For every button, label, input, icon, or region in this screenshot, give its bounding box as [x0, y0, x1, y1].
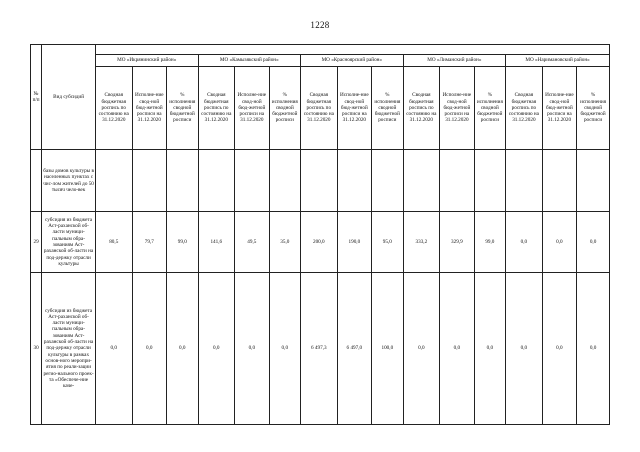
subcol-header: % исполнения сводной бюджетной росписи	[577, 67, 610, 150]
subsidy-name: субсидия из бюджета Аст-раханской об-ласти муници-пальным обра-зованиям Аст-раханской об-ласти на под-держку отрасли культуры в рамках основ-ного меропри-ятия по реали-зации регио-нального проек-та «Обеспече-ние каче-	[42, 273, 96, 425]
row-number: 29	[31, 212, 42, 273]
value-cell: 0,0	[440, 273, 475, 425]
value-cell: 190,0	[337, 212, 372, 273]
subcol-header: Исполне-ние свод-ной бюд-жетной росписи на 31.12.2020	[132, 67, 167, 150]
district-header: МО «Камызякский район»	[198, 55, 301, 67]
subsidy-name: базы домов культуры в населенных пунктах с чис-лом жителей до 50 тысяч чело-век	[42, 150, 96, 212]
value-cell: 0,0	[198, 273, 235, 425]
value-cell: 35,0	[269, 212, 300, 273]
row-number: 30	[31, 273, 42, 425]
value-cell: 6 497,0	[337, 273, 372, 425]
value-cell: 99,0	[167, 212, 198, 273]
subcol-header: % исполнения сводной бюджетной росписи	[167, 67, 198, 150]
subcol-header: % исполнения сводной бюджетной росписи	[372, 67, 403, 150]
value-cell	[440, 150, 475, 212]
subcol-header: Сводная бюджетная роспись по состоянию на 31.12.2020	[198, 67, 235, 150]
value-cell	[95, 150, 132, 212]
header-top-row	[31, 45, 610, 55]
value-cell	[403, 150, 440, 212]
value-cell: 6 497,3	[301, 273, 338, 425]
subsidy-name: субсидия из бюджета Аст-раханской об-ласти муници-пальным обра-зованиям Аст-раханской об-ласти на под-держку отрасли культуры	[42, 212, 96, 273]
header-district-row	[31, 55, 610, 67]
header-spacer	[95, 45, 609, 55]
value-cell: 100,0	[372, 273, 403, 425]
district-header: МО «Красноярский район»	[301, 55, 404, 67]
subcol-header: % исполнения сводной бюджетной росписи	[474, 67, 505, 150]
subcol-header: Сводная бюджетная роспись по состоянию на 31.12.2020	[95, 67, 132, 150]
value-cell: 99,0	[474, 212, 505, 273]
value-cell	[167, 150, 198, 212]
value-cell: 95,0	[372, 212, 403, 273]
value-cell	[577, 150, 610, 212]
value-cell: 0,0	[403, 273, 440, 425]
value-cell: 0,0	[577, 273, 610, 425]
value-cell: 0,0	[235, 273, 270, 425]
header-sub-row	[31, 67, 610, 150]
value-cell: 329,9	[440, 212, 475, 273]
value-cell	[474, 150, 505, 212]
value-cell	[301, 150, 338, 212]
value-cell: 333,2	[403, 212, 440, 273]
value-cell	[235, 150, 270, 212]
header-kind: Вид субсидий	[42, 45, 96, 150]
subcol-header: Сводная бюджетная роспись по состоянию на 31.12.2020	[301, 67, 338, 150]
value-cell: 0,0	[269, 273, 300, 425]
district-header: МО «Икрянинский район»	[95, 55, 198, 67]
district-header: МО «Лиманский район»	[403, 55, 506, 67]
value-cell: 79,7	[132, 212, 167, 273]
subcol-header: Исполне-ние свод-ной бюд-жетной росписи на 31.12.2020	[440, 67, 475, 150]
row-number	[31, 150, 42, 212]
value-cell: 0,0	[577, 212, 610, 273]
value-cell	[337, 150, 372, 212]
value-cell: 0,0	[506, 212, 543, 273]
subcol-header: Исполне-ние свод-ной бюд-жетной росписи на 31.12.2020	[542, 67, 577, 150]
value-cell: 141,6	[198, 212, 235, 273]
header-num: № п/п	[31, 45, 42, 150]
subcol-header: Сводная бюджетная роспись по состоянию на 31.12.2020	[506, 67, 543, 150]
value-cell: 0,0	[474, 273, 505, 425]
table-row	[31, 273, 610, 425]
value-cell	[198, 150, 235, 212]
value-cell: 0,0	[167, 273, 198, 425]
subcol-header: Исполне-ние свод-ной бюд-жетной росписи на 31.12.2020	[235, 67, 270, 150]
value-cell	[542, 150, 577, 212]
value-cell: 49,5	[235, 212, 270, 273]
value-cell	[506, 150, 543, 212]
table-row	[31, 150, 610, 212]
table-row	[31, 212, 610, 273]
subcol-header: % исполнения сводной бюджетной росписи	[269, 67, 300, 150]
page-number: 1228	[310, 20, 330, 30]
value-cell: 80,5	[95, 212, 132, 273]
subcol-header: Исполне-ние свод-ной бюд-жетной росписи на 31.12.2020	[337, 67, 372, 150]
subsidy-table	[30, 44, 610, 425]
value-cell: 0,0	[542, 212, 577, 273]
district-header: МО «Наримановский район»	[506, 55, 610, 67]
value-cell: 0,0	[506, 273, 543, 425]
value-cell	[132, 150, 167, 212]
value-cell: 0,0	[542, 273, 577, 425]
subcol-header: Сводная бюджетная роспись по состоянию на 31.12.2020	[403, 67, 440, 150]
value-cell: 0,0	[132, 273, 167, 425]
value-cell: 0,0	[95, 273, 132, 425]
value-cell: 200,0	[301, 212, 338, 273]
value-cell	[269, 150, 300, 212]
value-cell	[372, 150, 403, 212]
